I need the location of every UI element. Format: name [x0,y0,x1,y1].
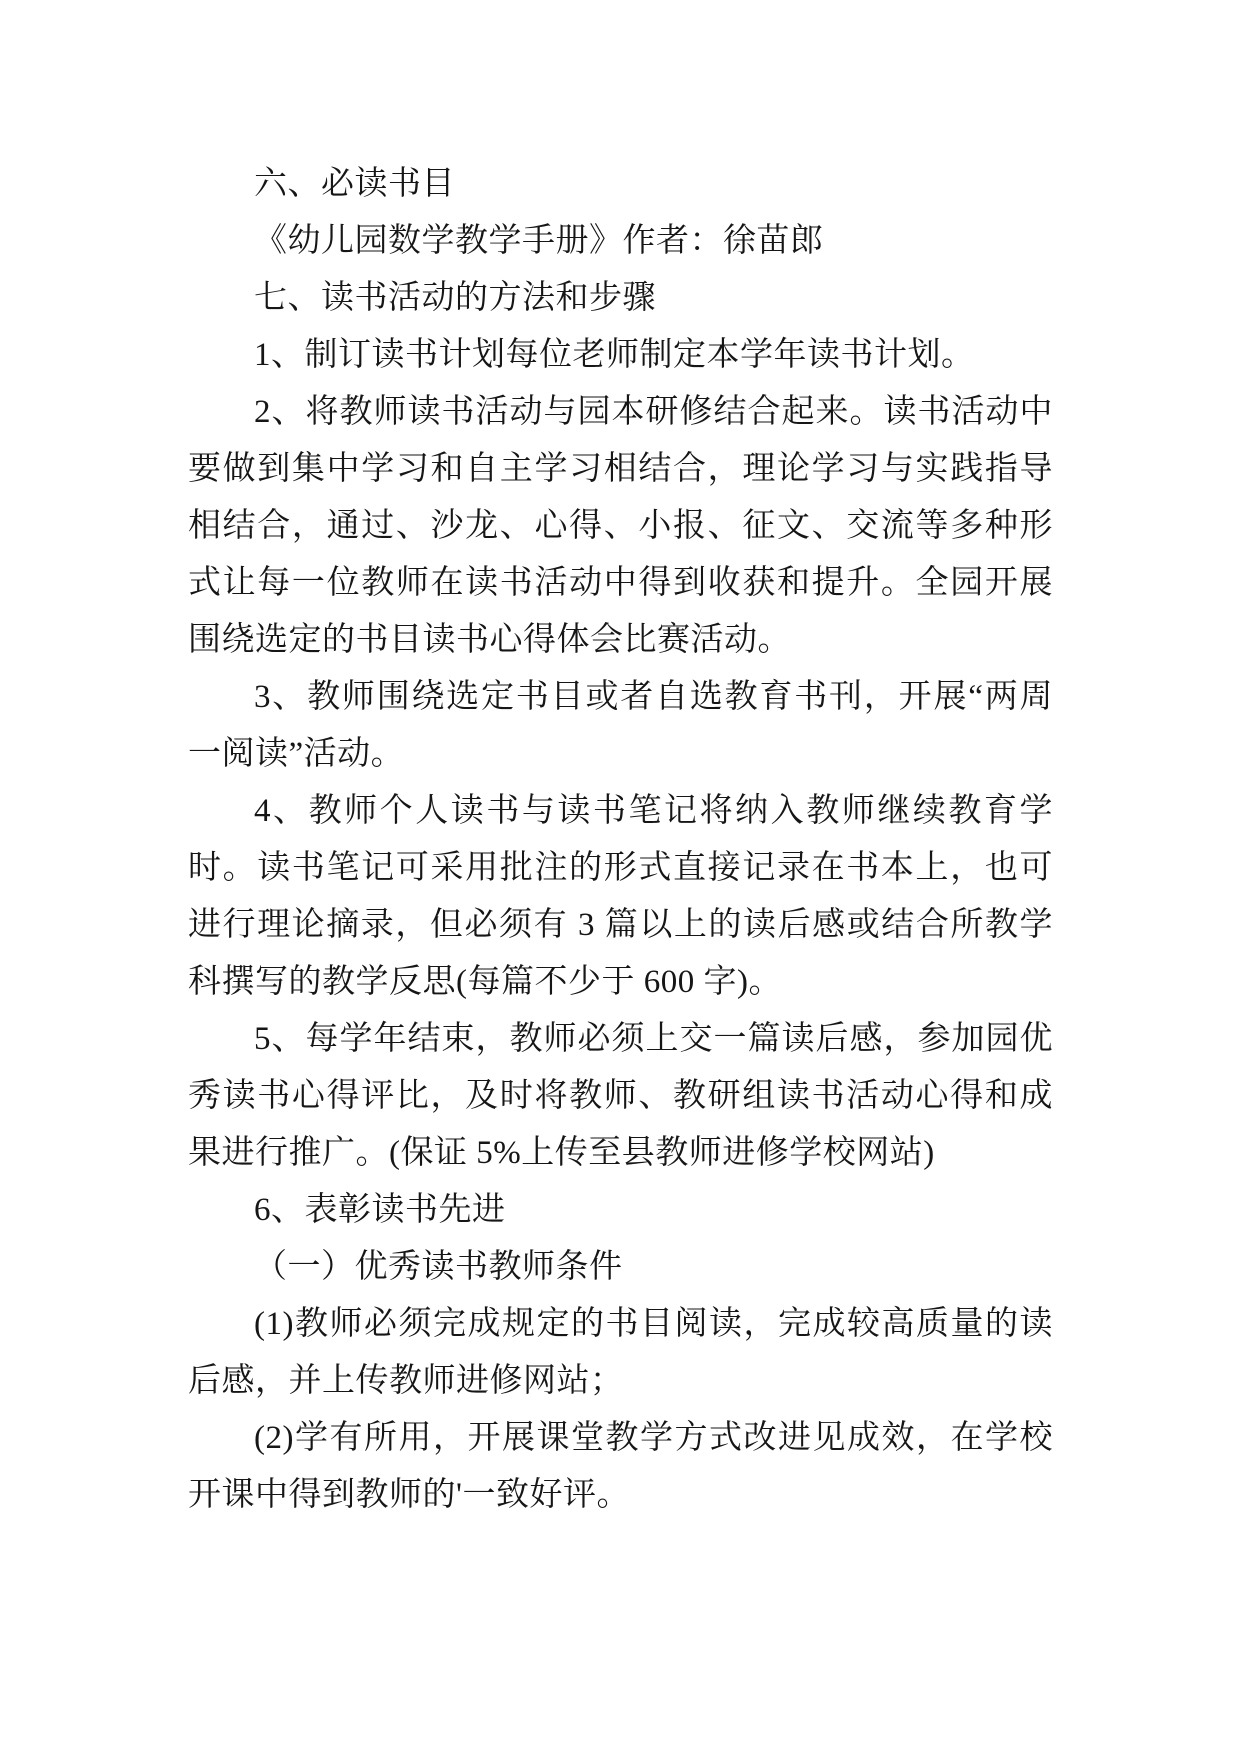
item-3-paragraph: 3、教师围绕选定书目或者自选教育书刊，开展“两周一阅读”活动。 [188,679,1053,772]
item-6-paragraph: 6、表彰读书先进 [254,1192,506,1228]
book-title-line: 《幼儿园数学教学手册》作者：徐苗郎 [254,223,824,259]
item-2-paragraph: 2、将教师读书活动与园本研修结合起来。读书活动中要做到集中学习和自主学习相结合，理论学习与实践指导相结合，通过、沙龙、心得、小报、征文、交流等多种形式让每一位教师在读书活动中得到收获和提升。全园开展围绕选定的书目读书心得体会比赛活动。 [188,394,1053,658]
item-4-paragraph: 4、教师个人读书与读书笔记将纳入教师继续教育学时。读书笔记可采用批注的形式直接记录在书本上，也可进行理论摘录，但必须有 3 篇以上的读后感或结合所教学科撰写的教学反思(每篇不少于 600 字)。 [188,793,1053,1000]
document-text-block [188,156,1053,1524]
subheading-excellent-teacher-criteria: （一）优秀读书教师条件 [254,1249,623,1285]
heading-section-six: 六、必读书目 [254,166,455,202]
item-5-paragraph: 5、每学年结束，教师必须上交一篇读后感，参加园优秀读书心得评比，及时将教师、教研组读书活动心得和成果进行推广。(保证 5%上传至县教师进修学校网站) [188,1021,1053,1171]
item-1-paragraph: 1、制订读书计划每位老师制定本学年读书计划。 [254,337,975,373]
criteria-2-paragraph: (2)学有所用，开展课堂教学方式改进见成效，在学校开课中得到教师的'一致好评。 [188,1420,1053,1513]
criteria-1-paragraph: (1)教师必须完成规定的书目阅读，完成较高质量的读后感，并上传教师进修网站； [188,1306,1053,1399]
heading-section-seven: 七、读书活动的方法和步骤 [254,280,656,316]
